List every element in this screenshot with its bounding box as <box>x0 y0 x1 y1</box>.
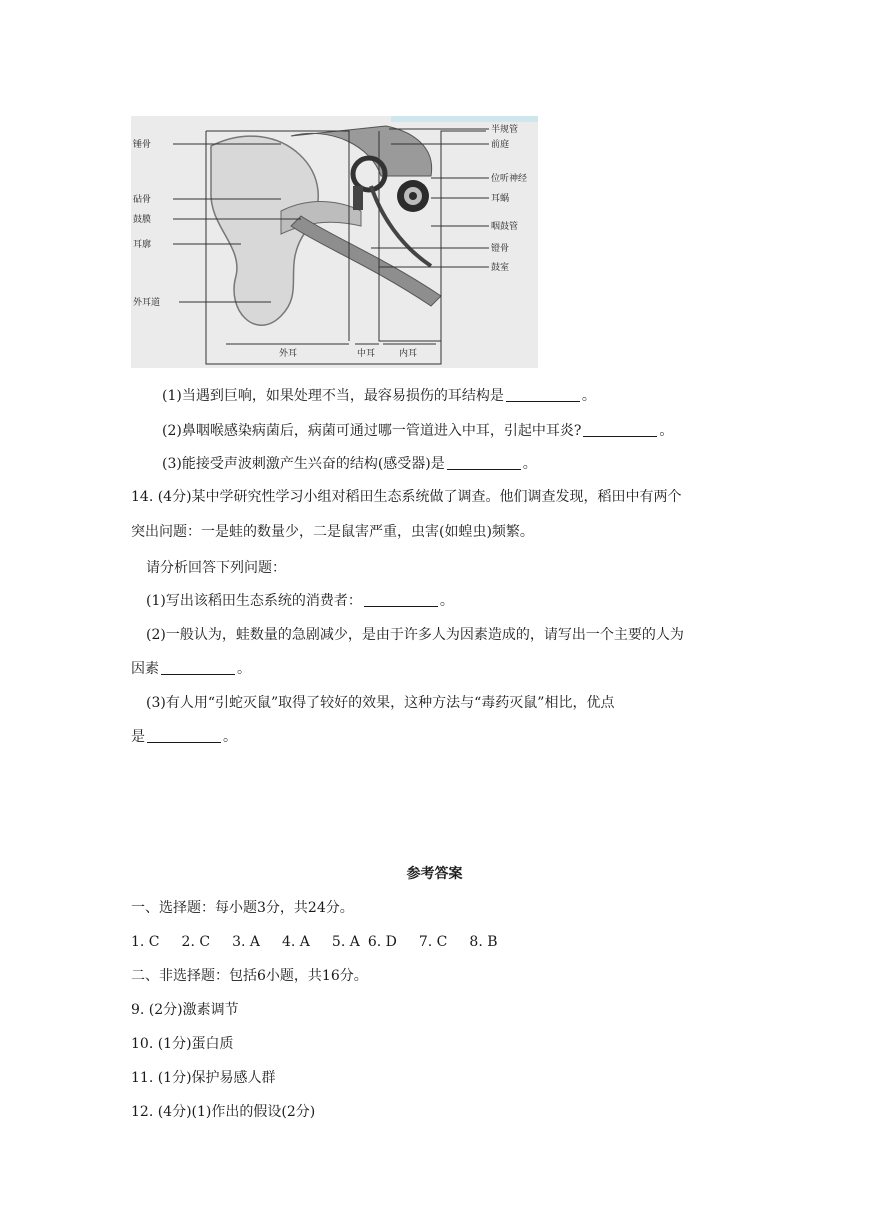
answer-10: 10. (1分)蛋白质 <box>131 1036 234 1052</box>
answers-section2: 二、非选择题：包括6小题，共16分。 <box>131 968 368 984</box>
q14-item3-line1: (3)有人用“引蛇灭鼠”取得了较好的效果，这种方法与“毒药灭鼠”相比，优点 <box>146 695 615 711</box>
q14-prompt: 请分析回答下列问题： <box>146 560 286 576</box>
label-semicircular-canals: 半规管 <box>491 125 519 135</box>
answer-blank <box>161 659 235 675</box>
answer-blank <box>506 386 580 402</box>
q13-item3: (3)能接受声波刺激产生兴奋的结构(感受器)是 。 <box>162 456 537 472</box>
label-vestibule: 前庭 <box>491 140 510 150</box>
answer-blank <box>583 421 657 437</box>
q14-stem-line2: 突出问题：一是蛙的数量少，二是鼠害严重，虫害(如蝗虫)频繁。 <box>131 524 534 540</box>
choice-answer: 1. C <box>131 934 160 950</box>
answers-title: 参考答案 <box>406 866 463 882</box>
q14-item2-line2: 因素 。 <box>131 661 251 677</box>
q14-stem-line1: 14. (4分)某中学研究性学习小组对稻田生态系统做了调查。他们调查发现，稻田中有两个 <box>131 489 682 505</box>
q13-item2: (2)鼻咽喉感染病菌后，病菌可通过哪一管道进入中耳，引起中耳炎? 。 <box>162 423 674 439</box>
label-malleus: 锤骨 <box>133 140 152 150</box>
answer-blank <box>364 591 438 607</box>
label-middle-ear: 中耳 <box>357 349 376 359</box>
choice-answer: 2. C <box>181 934 211 950</box>
label-eustachian-tube: 咽鼓管 <box>491 222 519 232</box>
label-stapes: 镫骨 <box>491 244 510 254</box>
label-tympanic-cavity: 鼓室 <box>491 263 510 273</box>
answers-section1: 一、选择题：每小题3分，共24分。 <box>131 900 354 916</box>
answer-11: 11. (1分)保护易感人群 <box>131 1070 276 1086</box>
q14-item1: (1)写出该稻田生态系统的消费者： 。 <box>146 593 454 609</box>
choice-answer: 6. D <box>367 934 397 950</box>
choice-answer: 8. B <box>469 934 498 950</box>
label-outer-ear: 外耳 <box>279 349 298 359</box>
q13-item1: (1)当遇到巨响，如果处理不当，最容易损伤的耳结构是 。 <box>162 388 596 404</box>
answers-choices <box>131 932 520 952</box>
label-cochlea: 耳蜗 <box>491 194 510 204</box>
label-inner-ear: 内耳 <box>399 349 418 359</box>
answer-9: 9. (2分)激素调节 <box>131 1002 239 1018</box>
label-eardrum: 鼓膜 <box>133 215 152 225</box>
label-auditory-nerve: 位听神经 <box>491 174 528 184</box>
label-auricle: 耳廓 <box>133 240 152 250</box>
choice-answer: 5. A <box>331 934 360 950</box>
choice-answer: 4. A <box>281 934 310 950</box>
q14-item3-line2: 是 。 <box>131 729 237 745</box>
answer-blank <box>447 454 521 470</box>
label-incus: 砧骨 <box>133 195 152 205</box>
answer-12: 12. (4分)(1)作出的假设(2分) <box>131 1104 316 1120</box>
answer-blank <box>147 727 221 743</box>
ear-structure-diagram <box>131 116 538 368</box>
q14-item2-line1: (2)一般认为，蛙数量的急剧减少，是由于许多人为因素造成的，请写出一个主要的人为 <box>146 627 684 643</box>
label-ear-canal: 外耳道 <box>133 298 161 308</box>
choice-answer: 7. C <box>418 934 448 950</box>
choice-answer: 3. A <box>232 934 260 950</box>
